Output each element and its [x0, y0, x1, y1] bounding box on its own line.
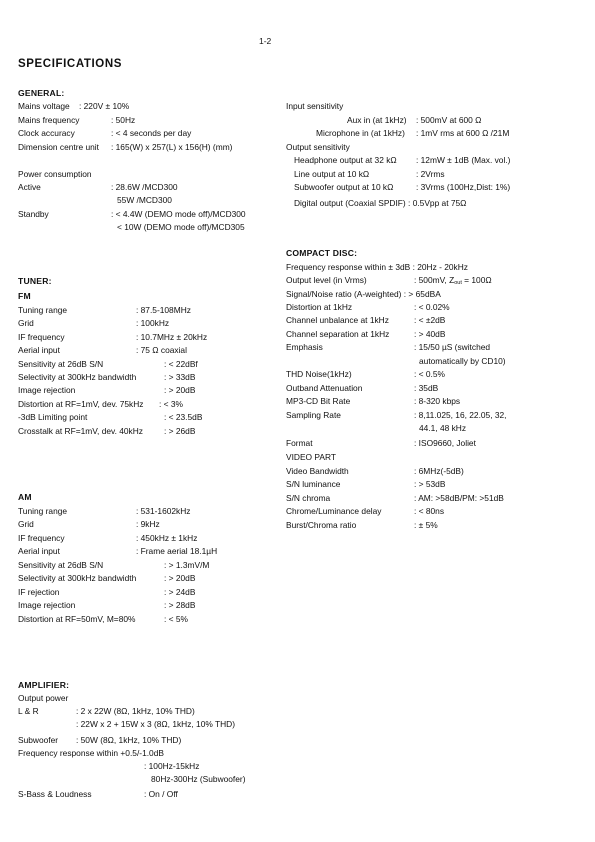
spec-value: : 75 Ω coaxial [136, 345, 187, 355]
amplifier-heading: AMPLIFIER: [18, 680, 70, 690]
spec-value: : > 26dB [164, 426, 196, 436]
spec-label: THD Noise(1kHz) [286, 369, 352, 379]
spec-label: Sensitivity at 26dB S/N [18, 560, 104, 570]
spec-label: Selectivity at 300kHz bandwidth [18, 573, 137, 583]
spec-value: : 450kHz ± 1kHz [136, 533, 198, 543]
spec-label: Format [286, 438, 313, 448]
spec-label: -3dB Limiting point [18, 412, 88, 422]
spec-value: 80Hz-300Hz (Subwoofer) [151, 774, 246, 784]
spec-label: Dimension centre unit [18, 142, 99, 152]
spec-value: : 6MHz(-5dB) [414, 466, 464, 476]
spec-label: IF frequency [18, 332, 65, 342]
spec-value: : 100kHz [136, 318, 170, 328]
spec-label: S/N chroma [286, 493, 331, 503]
spec-value: : > 33dB [164, 372, 196, 382]
spec-label: Grid [18, 318, 34, 328]
cd-freq-line: Frequency response within ± 3dB : 20Hz - 20kHz [286, 262, 468, 272]
spec-label: Sensitivity at 26dB S/N [18, 359, 104, 369]
spec-label: Outband Attenuation [286, 383, 363, 393]
spec-value [414, 275, 492, 288]
spec-value: : < 0.02% [414, 302, 450, 312]
spec-label: Line output at 10 kΩ [294, 169, 370, 179]
spec-label: Image rejection [18, 385, 76, 395]
page-title: SPECIFICATIONS [18, 58, 123, 70]
spec-value: : 531-1602kHz [136, 506, 191, 516]
spec-value: 44.1, 48 kHz [419, 423, 467, 433]
spec-label: IF frequency [18, 533, 65, 543]
spec-label: S-Bass & Loudness [18, 789, 92, 799]
spec-label: Image rejection [18, 600, 76, 610]
spec-value: : < ±2dB [414, 315, 446, 325]
spec-label: Chrome/Luminance delay [286, 506, 382, 516]
spec-value: : 10.7MHz ± 20kHz [136, 332, 208, 342]
spec-value: : 2 x 22W (8Ω, 1kHz, 10% THD) [76, 706, 195, 716]
spec-value: : On / Off [144, 789, 178, 799]
spec-value: : 28.6W /MCD300 [111, 182, 178, 192]
spec-label: Standby [18, 209, 49, 219]
spec-value: : 3Vrms (100Hz,Dist: 1%) [416, 182, 511, 192]
cd-snr-line: Signal/Noise ratio (A-weighted) : > 65dBA [286, 289, 441, 299]
spec-value: automatically by CD10) [419, 356, 506, 366]
spec-value: : 22W x 2 + 15W x 3 (8Ω, 1kHz, 10% THD) [76, 719, 235, 729]
spec-value: : < 4.4W (DEMO mode off)/MCD300 [111, 209, 246, 219]
spec-value: : < 80ns [414, 506, 445, 516]
input-heading: Input sensitivity [286, 101, 344, 111]
spec-label: Clock accuracy [18, 128, 75, 138]
spec-value: : 50Hz [111, 115, 136, 125]
spec-value: : > 40dB [414, 329, 446, 339]
spec-label: Selectivity at 300kHz bandwidth [18, 372, 137, 382]
output-value-part: : 500mV, Z [414, 275, 455, 285]
spec-value: : < 3% [159, 399, 183, 409]
spec-label: Distortion at RF=1mV, dev. 75kHz [18, 399, 144, 409]
spec-label: L & R [18, 706, 39, 716]
spec-value: : > 20dB [164, 573, 196, 583]
spec-value: : 9kHz [136, 519, 160, 529]
general-heading: GENERAL: [18, 88, 65, 98]
spec-value: : > 1.3mV/M [164, 560, 210, 570]
spec-value: : > 53dB [414, 479, 446, 489]
spec-label: Burst/Chroma ratio [286, 520, 357, 530]
spec-value: : 8-320 kbps [414, 396, 461, 406]
output-power-label: Output power [18, 693, 69, 703]
spec-label: Aerial input [18, 546, 60, 556]
spec-value: : > 28dB [164, 600, 196, 610]
spec-label: Mains voltage [18, 101, 70, 111]
spec-label: Microphone in (at 1kHz) [316, 128, 405, 138]
spec-value: : 8,11.025, 16, 22.05, 32, [414, 410, 507, 420]
spec-value: : 2Vrms [416, 169, 445, 179]
spec-label: Active [18, 182, 41, 192]
spec-value: : AM: >58dB/PM: >51dB [414, 493, 504, 503]
spec-label: IF rejection [18, 587, 60, 597]
spec-label: Aerial input [18, 345, 60, 355]
fm-heading: FM [18, 291, 31, 301]
spec-label: Tuning range [18, 506, 68, 516]
spec-value: : 87.5-108MHz [136, 305, 191, 315]
cd-heading: COMPACT DISC: [286, 248, 358, 258]
spec-value: 55W /MCD300 [117, 195, 172, 205]
spec-value: : 100Hz-15kHz [144, 761, 200, 771]
spec-label: Distortion at 1kHz [286, 302, 353, 312]
digital-output-line: Digital output (Coaxial SPDIF) : 0.5Vpp at 75Ω [294, 198, 467, 208]
page-number: 1-2 [259, 36, 272, 46]
spec-label: Channel unbalance at 1kHz [286, 315, 389, 325]
spec-label: Frequency response within +0.5/-1.0dB [18, 748, 164, 758]
spec-value: : ISO9660, Joliet [414, 438, 476, 448]
output-value-sub: out [454, 280, 462, 286]
spec-label: Emphasis [286, 342, 323, 352]
spec-value: : ± 5% [414, 520, 438, 530]
spec-value: : < 0.5% [414, 369, 445, 379]
spec-label: Channel separation at 1kHz [286, 329, 390, 339]
spec-value: : 220V ± 10% [79, 101, 130, 111]
spec-value: : > 24dB [164, 587, 196, 597]
output-heading: Output sensitivity [286, 142, 350, 152]
spec-value: : 1mV rms at 600 Ω /21M [416, 128, 510, 138]
spec-value: : 15/50 µS (switched [414, 342, 491, 352]
spec-label: Crosstalk at RF=1mV, dev. 40kHz [18, 426, 143, 436]
spec-label: Sampling Rate [286, 410, 341, 420]
spec-value: : 50W (8Ω, 1kHz, 10% THD) [76, 735, 182, 745]
spec-value: : < 4 seconds per day [111, 128, 192, 138]
spec-label: Video Bandwidth [286, 466, 349, 476]
spec-value: : Frame aerial 18.1µH [136, 546, 218, 556]
spec-label: Mains frequency [18, 115, 80, 125]
spec-value: : < 22dBf [164, 359, 198, 369]
spec-value: : 35dB [414, 383, 439, 393]
spec-value: : < 23.5dB [164, 412, 203, 422]
spec-label: MP3-CD Bit Rate [286, 396, 351, 406]
spec-value: : > 20dB [164, 385, 196, 395]
spec-label: Subwoofer output at 10 kΩ [294, 182, 394, 192]
video-heading: VIDEO PART [286, 452, 336, 462]
spec-value: : 165(W) x 257(L) x 156(H) (mm) [111, 142, 233, 152]
spec-label: Distortion at RF=50mV, M=80% [18, 614, 136, 624]
tuner-heading: TUNER: [18, 276, 52, 286]
am-heading: AM [18, 492, 32, 502]
spec-label: Aux in (at 1kHz) [347, 115, 407, 125]
spec-label: Grid [18, 519, 34, 529]
spec-value: : 500mV at 600 Ω [416, 115, 482, 125]
output-value-part: = 100Ω [461, 275, 492, 285]
spec-label: Headphone output at 32 kΩ [294, 155, 397, 165]
spec-label: Subwoofer [18, 735, 59, 745]
spec-value: < 10W (DEMO mode off)/MCD305 [117, 222, 245, 232]
spec-label: Output level (in Vrms) [286, 275, 367, 285]
spec-value: : 12mW ± 1dB (Max. vol.) [416, 155, 511, 165]
spec-label: Tuning range [18, 305, 68, 315]
spec-value: : < 5% [164, 614, 188, 624]
spec-label: S/N luminance [286, 479, 341, 489]
power-heading: Power consumption [18, 169, 92, 179]
